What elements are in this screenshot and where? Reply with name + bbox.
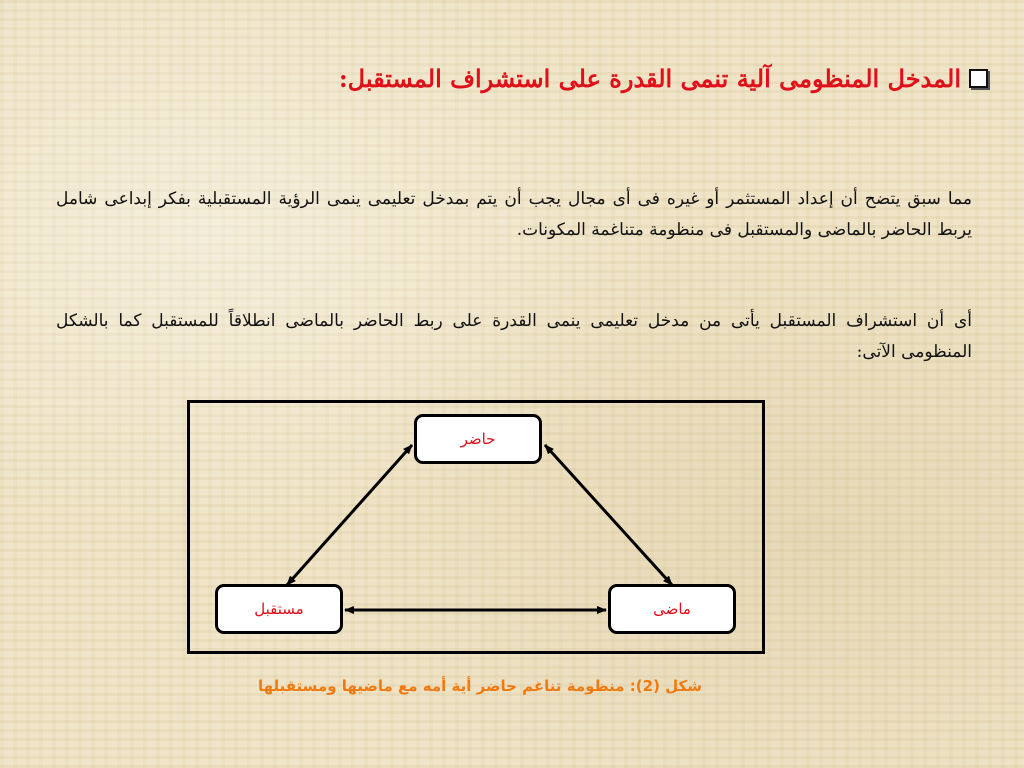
arrow-future-present: [287, 445, 412, 585]
paragraph-2: أى أن استشراف المستقبل يأتى من مدخل تعليمى ينمى القدرة على ربط الحاضر بالماضى انطلاقاً للمستقبل كما بالشكل المنظومى الآتى:: [56, 311, 972, 362]
system-diagram: [187, 400, 765, 654]
node-future: مستقبل: [215, 584, 343, 634]
figure-caption: شكل (2): منظومة تناغم حاضر أية أمه مع ماضيها ومستقبلها: [257, 677, 703, 695]
arrow-present-past: [545, 445, 672, 585]
node-present: حاضر: [414, 414, 542, 464]
slide-title: المدخل المنظومى آلية تنمى القدرة على استشراف المستقبل:: [338, 64, 961, 93]
slide-title-row: [300, 64, 988, 93]
node-past: ماضى: [608, 584, 736, 634]
paragraph-1: مما سبق يتضح أن إعداد المستثمر أو غيره فى أى مجال يجب أن يتم بمدخل تعليمى ينمى الرؤية المستقبلية بفكر إبداعى شامل يربط الحاضر بالماضى والمستقبل فى منظومة متناغمة المكونات.: [56, 189, 972, 240]
square-bullet-icon: [969, 69, 988, 88]
